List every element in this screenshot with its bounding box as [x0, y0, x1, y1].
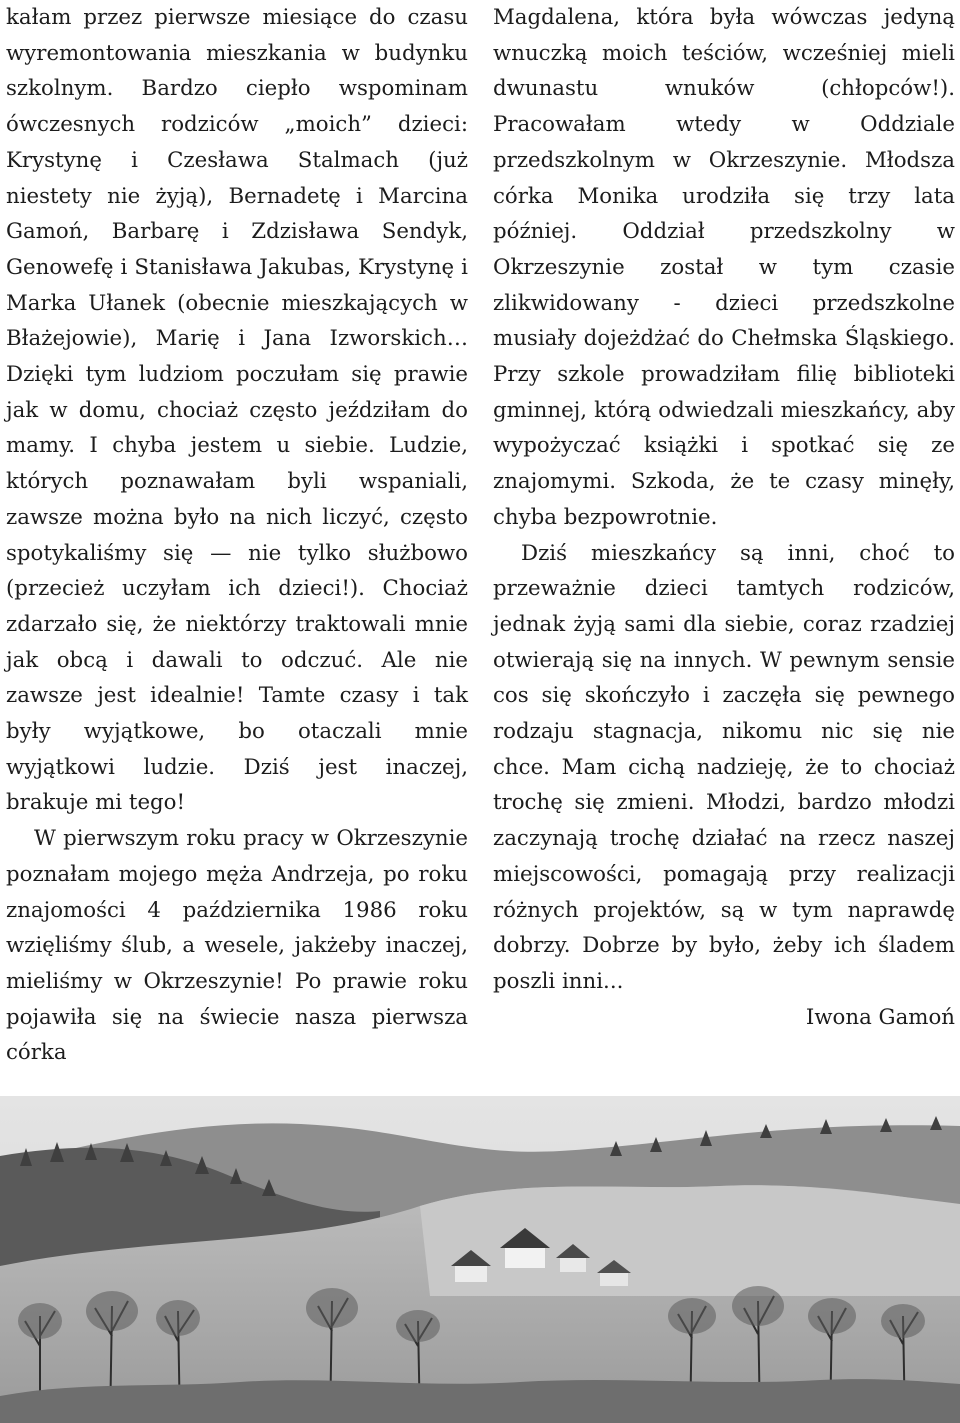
paragraph: W pierwszym roku pracy w Okrzeszynie poznałam mojego męża Andrzeja, po roku znajomości 4 października 1986 roku wzięliśmy ślub, a wesele, jakżeby inaczej, mieliśmy w Okrzeszynie! Po prawie roku pojawiła się na świecie nasza pierwsza córka: [6, 826, 468, 1066]
author-signature: Iwona Gamoń: [805, 1004, 955, 1030]
article-column-left: [6, 0, 468, 1071]
paragraph: Dziś mieszkańcy są inni, choć to przeważnie dzieci tamtych rodziców, jednak żyją sami dla siebie, coraz rzadziej otwierają się na innych. W pewnym sensie cos się skończyło i zaczęła się pewnego rodzaju stagnacja, nikomu nic się nie chce. Mam cichą nadzieję, że to chociaż trochę się zmieni. Młodzi, bardzo młodzi zaczynają trochę działać na rzecz naszej miejscowości, pomagają przy realizacji różnych projektów, są w tym naprawdę dobrzy. Dobrze by było, żeby ich śladem poszli inni...: [493, 540, 955, 994]
paragraph: Magdalena, która była wówczas jedyną wnuczką moich teściów, wcześniej mieli dwunastu wnuków (chłopców!). Pracowałam wtedy w Oddziale przedszkolnym w Okrzeszynie. Młodsza córka Monika urodziła się trzy lata później. Oddział przedszkolny w Okrzeszynie został w tym czasie zlikwidowany - dzieci przedszkolne musiały dojeżdżać do Chełmska Śląskiego. Przy szkole prowadziłam filię biblioteki gminnej, którą odwiedzali mieszkańcy, aby wypożyczać książki i spotkać się ze znajomymi. Szkoda, że te czasy minęły, chyba bezpowrotnie.: [493, 5, 955, 530]
foreground-shrubs: [0, 1379, 960, 1423]
article-column-right: [493, 0, 955, 1035]
paragraph: kałam przez pierwsze miesiące do czasu wyremontowania mieszkania w budynku szkolnym. Bardzo ciepło wspominam ówczesnych rodziców „moich” dzieci: Krystynę i Czesława Stalmach (już niestety nie żyją), Bernadetę i Marcina Gamoń, Barbarę i Zdzisława Sendyk, Genowefę i Stanisława Jakubas, Krystynę i Marka Ułanek (obecnie mieszkających w Błażejowie), Marię i Jana Izworskich… Dzięki tym ludziom poczułam się prawie jak w domu, chociaż często jeździłam do mamy. I chyba jestem u siebie. Ludzie, których poznawałam byli wspaniali, zawsze można było na nich liczyć, często spotykaliśmy się — nie tylko służbowo (przecież uczyłam ich dzieci!). Chociaż zdarzało się, że niektórzy traktowali mnie jak obcą i dawali to odczuć. Ale nie zawsze jest idealnie! Tamte czasy i tak były wyjątkowe, bo otaczali mnie wyjątkowi ludzie. Dziś jest inaczej, brakuje mi tego!: [6, 5, 468, 816]
landscape-photo: [0, 1096, 960, 1423]
